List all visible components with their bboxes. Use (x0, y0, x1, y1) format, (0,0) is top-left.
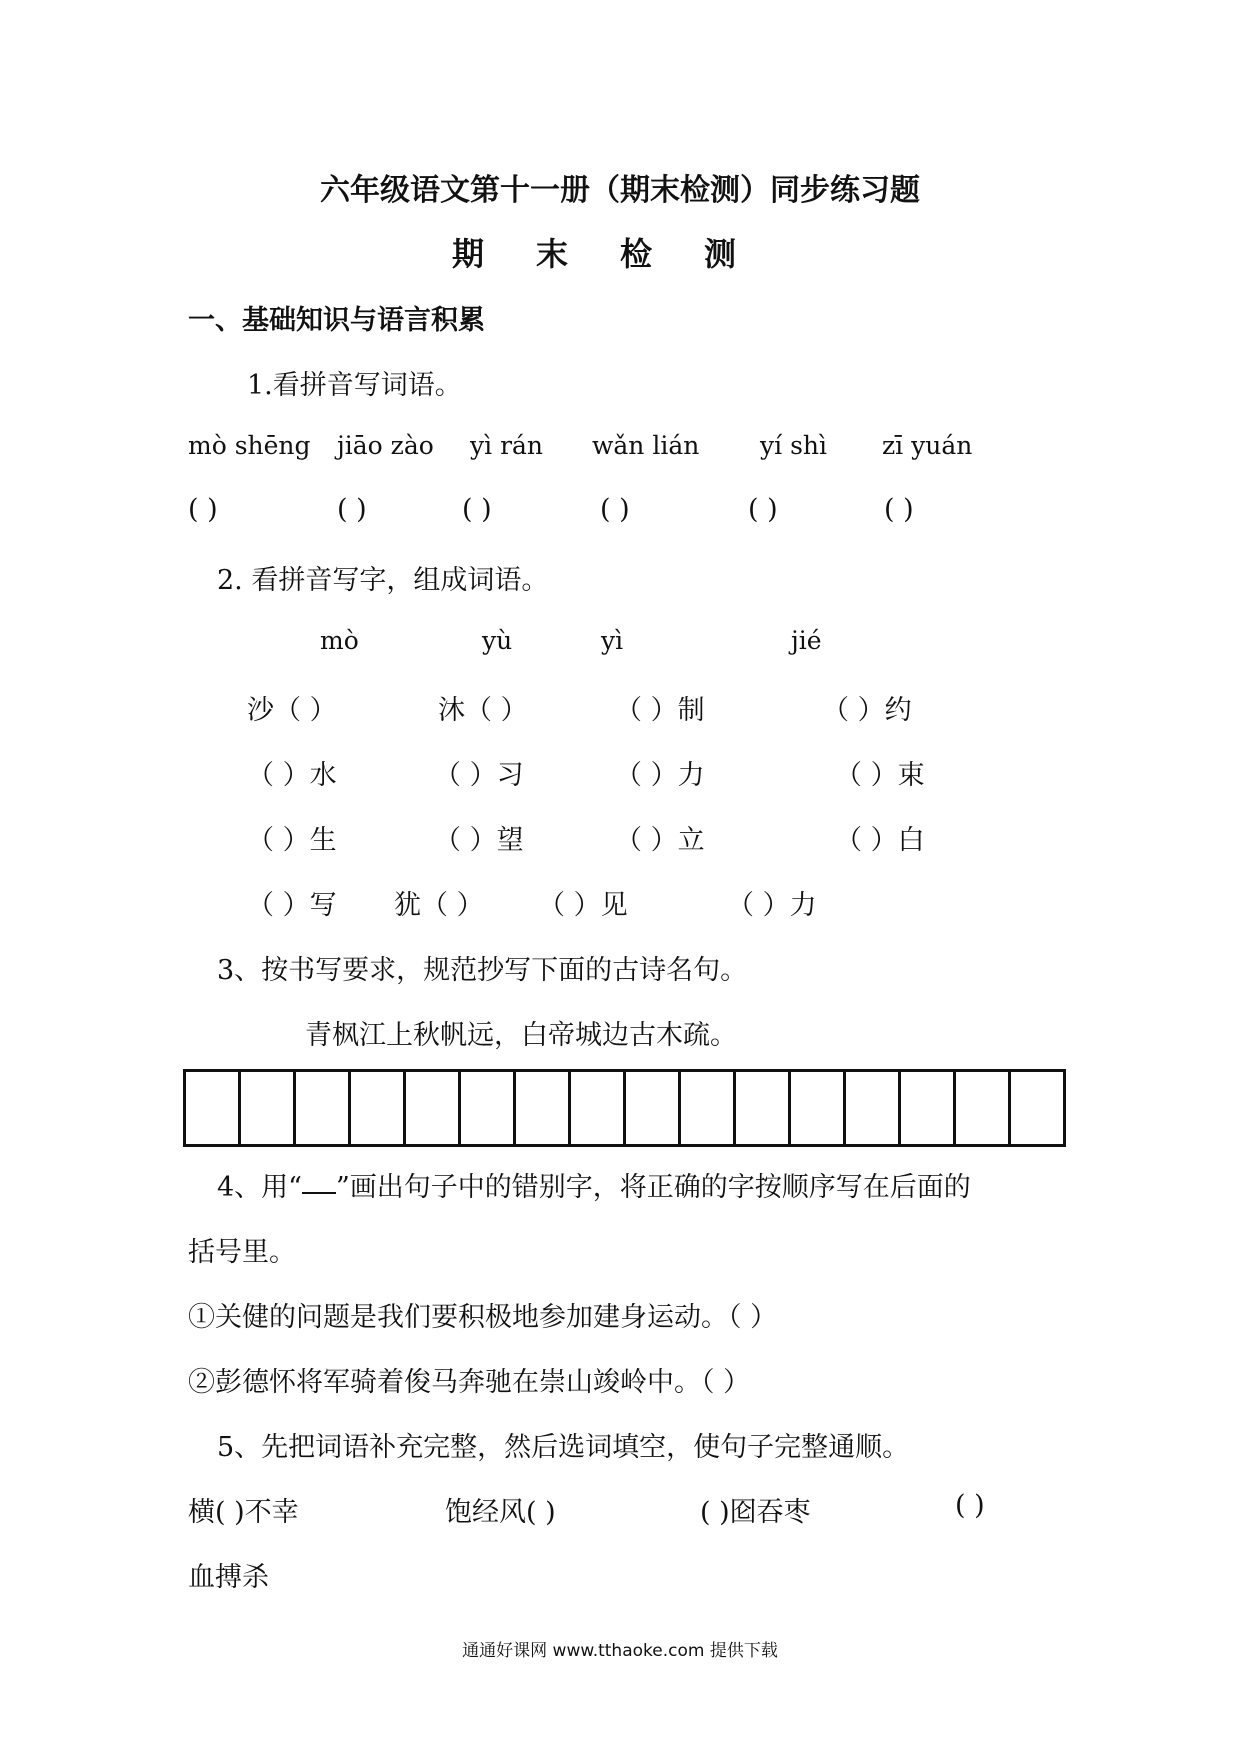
grid-cell[interactable] (956, 1072, 1011, 1144)
grid-cell[interactable] (901, 1072, 956, 1144)
q1-pinyin-1: mò shēng (188, 431, 311, 460)
q2-row3-item2[interactable]: （ ）望 (434, 825, 524, 856)
q2-row3-item4[interactable]: （ ）白 (835, 825, 925, 856)
q3-poem: 青枫江上秋帆远，白帝城边古木疏。 (305, 1020, 737, 1051)
q5-word-1[interactable]: 横( )不幸 (188, 1497, 299, 1528)
q2-row2-item4[interactable]: （ ）束 (835, 760, 925, 791)
grid-cell[interactable] (186, 1072, 241, 1144)
underline-mark (302, 1192, 336, 1194)
q2-row3-item1[interactable]: （ ）生 (247, 825, 337, 856)
q2-row1-item2[interactable]: 沐（ ） (438, 695, 528, 726)
q2-row2-item2[interactable]: （ ）习 (434, 760, 524, 791)
exam-title: 期末检测 (451, 235, 788, 273)
q5-word-4[interactable]: ( ) (955, 1490, 985, 1521)
writing-grid[interactable] (183, 1069, 1066, 1147)
q4-prompt-cont: 括号里。 (188, 1237, 296, 1268)
q2-pinyin-4: jié (791, 626, 822, 655)
grid-cell[interactable] (791, 1072, 846, 1144)
q1-prompt: 1.看拼音写词语。 (247, 370, 462, 401)
q5-word-3[interactable]: ( )囵吞枣 (700, 1497, 811, 1528)
q4-item-2[interactable]: ②彭德怀将军骑着俊马奔驰在崇山竣岭中。（ ） (188, 1367, 751, 1398)
grid-cell[interactable] (406, 1072, 461, 1144)
q5-word-4-cont: 血搏杀 (188, 1562, 269, 1593)
q2-prompt: 2. 看拼音写字，组成词语。 (217, 565, 549, 596)
q2-pinyin-3: yì (601, 626, 624, 655)
grid-cell[interactable] (626, 1072, 681, 1144)
grid-cell[interactable] (1011, 1072, 1063, 1144)
q2-row4-item4[interactable]: （ ）力 (727, 890, 817, 921)
grid-cell[interactable] (681, 1072, 736, 1144)
grid-cell[interactable] (296, 1072, 351, 1144)
grid-cell[interactable] (736, 1072, 791, 1144)
q1-pinyin-2: jiāo zào (337, 431, 434, 460)
q2-row3-item3[interactable]: （ ）立 (615, 825, 705, 856)
q2-row1-item1[interactable]: 沙（ ） (247, 695, 337, 726)
q1-blank-1[interactable]: ( ) (188, 494, 218, 525)
q2-row4-item1[interactable]: （ ）写 (247, 890, 337, 921)
q1-pinyin-4: wǎn lián (592, 431, 700, 460)
q2-row2-item1[interactable]: （ ）水 (247, 760, 337, 791)
q3-prompt: 3、按书写要求，规范抄写下面的古诗名句。 (217, 955, 748, 986)
q1-pinyin-6: zī yuán (882, 431, 973, 460)
q4-item-1[interactable]: ①关健的问题是我们要积极地参加建身运动。（ ） (188, 1302, 778, 1333)
q1-blank-5[interactable]: ( ) (748, 494, 778, 525)
q1-blank-3[interactable]: ( ) (462, 494, 492, 525)
q1-pinyin-5: yí shì (760, 431, 827, 460)
q2-row4-item3[interactable]: （ ）见 (538, 890, 628, 921)
grid-cell[interactable] (571, 1072, 626, 1144)
q1-pinyin-3: yì rán (470, 431, 544, 460)
grid-cell[interactable] (351, 1072, 406, 1144)
footer-credit: 通通好课网 www.tthaoke.com 提供下载 (462, 1641, 778, 1661)
q2-row4-item2[interactable]: 犹（ ） (394, 890, 484, 921)
q5-prompt: 5、先把词语补充完整，然后选词填空，使句子完整通顺。 (217, 1432, 910, 1463)
section-1-title: 一、基础知识与语言积累 (188, 305, 485, 336)
q1-blank-4[interactable]: ( ) (600, 494, 630, 525)
grid-cell[interactable] (461, 1072, 516, 1144)
q2-pinyin-1: mò (320, 626, 359, 655)
q2-pinyin-2: yù (482, 626, 513, 655)
q1-blank-2[interactable]: ( ) (337, 494, 367, 525)
grid-cell[interactable] (241, 1072, 296, 1144)
q1-blank-6[interactable]: ( ) (884, 494, 914, 525)
q2-row1-item4[interactable]: （ ）约 (822, 695, 912, 726)
q4-prompt (217, 1165, 971, 1204)
grid-cell[interactable] (516, 1072, 571, 1144)
q4-prompt-start: 4、用“ (217, 1172, 302, 1203)
q5-word-2[interactable]: 饱经风( ) (445, 1497, 556, 1528)
q4-prompt-end: ”画出句子中的错别字，将正确的字按顺序写在后面的 (335, 1172, 971, 1203)
q2-row1-item3[interactable]: （ ）制 (615, 695, 705, 726)
q2-row2-item3[interactable]: （ ）力 (615, 760, 705, 791)
grid-cell[interactable] (846, 1072, 901, 1144)
document-title: 六年级语文第十一册（期末检测）同步练习题 (320, 173, 920, 208)
